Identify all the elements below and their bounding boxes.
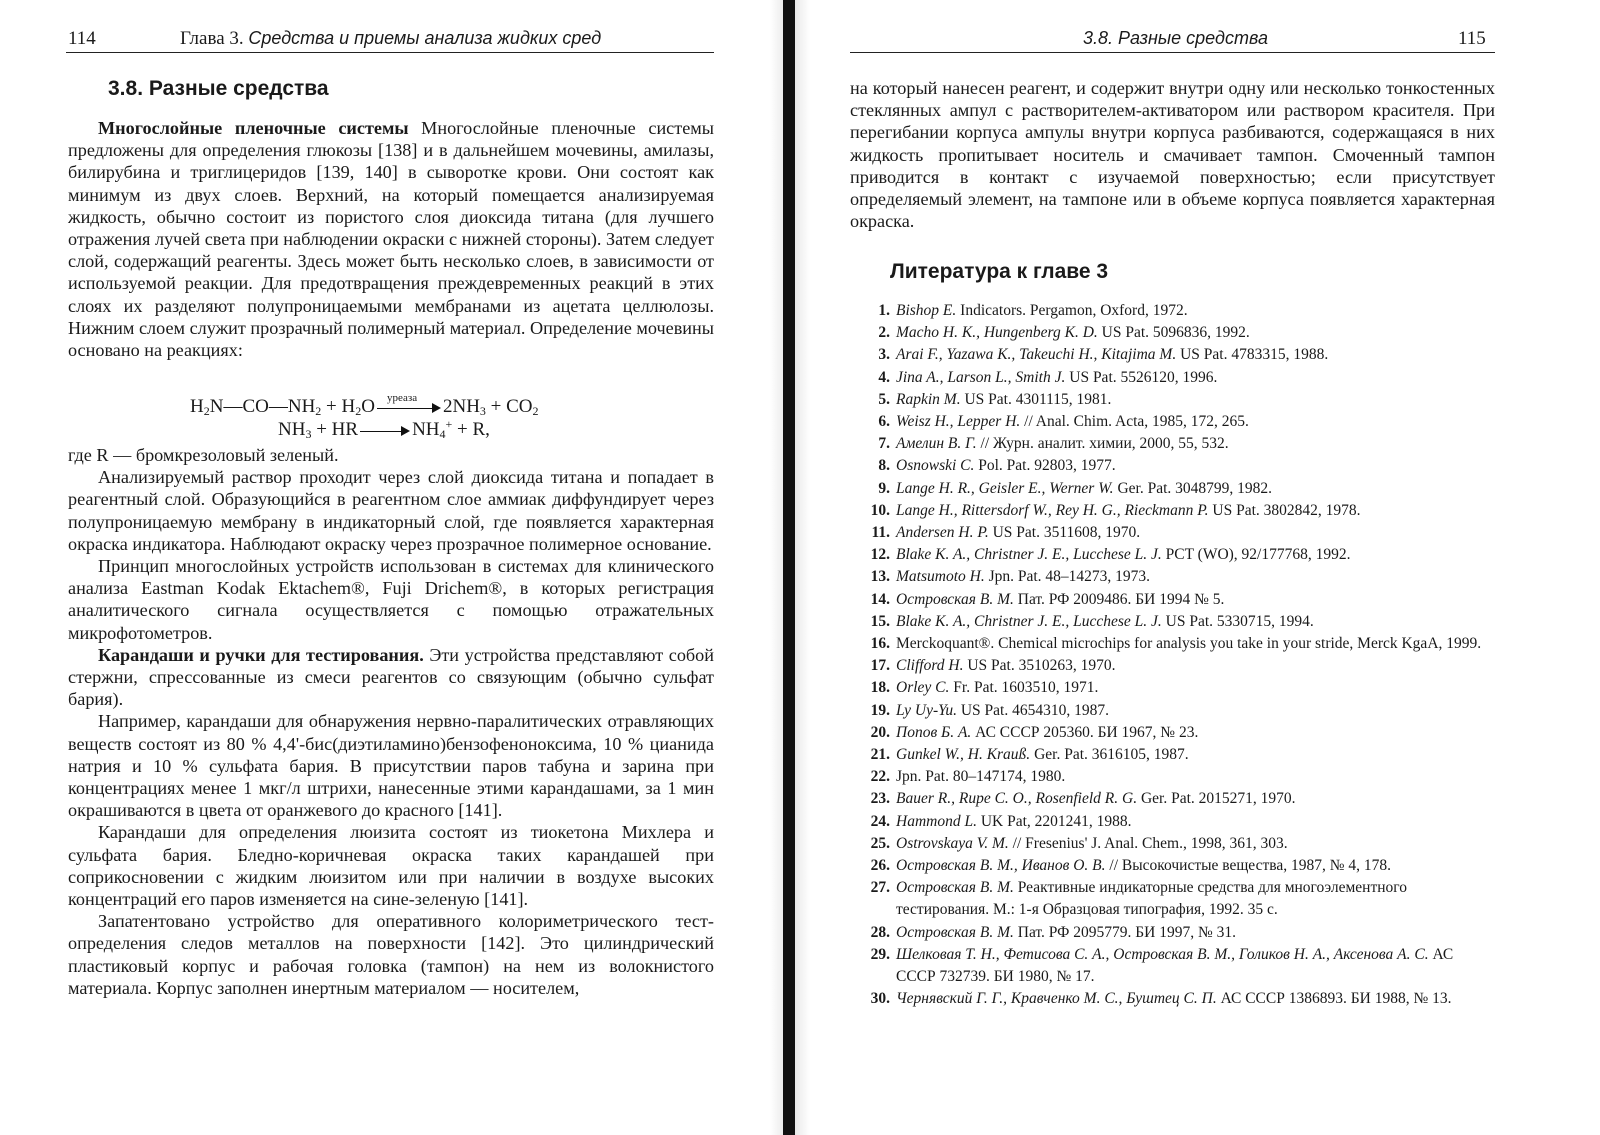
reference-source: US Pat. 5096836, 1992. — [1097, 324, 1250, 342]
reference-number: 10. — [870, 501, 890, 519]
reference-number: 13. — [870, 568, 890, 586]
reference-source: US Pat. 3802842, 1978. — [1208, 501, 1361, 519]
reference-authors: Lange H., Rittersdorf W., Rey H. G., Rieckmann P. — [896, 501, 1209, 519]
reference-source: Fr. Pat. 1603510, 1971. — [949, 679, 1099, 697]
reference-source: // Anal. Chim. Acta, 1985, 172, 265. — [1020, 413, 1249, 431]
paragraph-text: Эти устройства представляют собой стержни, спрессованные из смеси реагентов со связующим (обычно сульфат бария). — [68, 644, 715, 710]
reference-number: 4. — [878, 368, 890, 386]
reference-authors: Bishop E. — [896, 302, 957, 319]
reference-source: US Pat. 3511608, 1970. — [988, 524, 1141, 542]
reference-number: 29. — [870, 945, 890, 963]
reference-source: Indicators. Pergamon, Oxford, 1972. — [956, 302, 1188, 319]
reference-number: 24. — [870, 812, 890, 830]
reference-authors: Jina A., Larson L., Smith J. — [896, 368, 1066, 386]
reference-source: Реактивные индикаторные средства для многоэлементного тестирования. М.: 1-я Образцовая типография, 1992. 35 с. — [896, 879, 1407, 919]
reference-number: 25. — [870, 834, 890, 852]
reference-number: 15. — [870, 612, 890, 630]
reference-item — [850, 500, 1495, 522]
reference-text — [896, 322, 1495, 344]
reference-number: 1. — [878, 302, 890, 319]
reference-authors: Островская В. М. — [896, 923, 1014, 941]
right-page-number: 115 — [1458, 28, 1486, 49]
reference-source: Ger. Pat. 3616105, 1987. — [1030, 746, 1189, 764]
reference-source: US Pat. 4301115, 1981. — [960, 390, 1112, 408]
reference-authors: Andersen H. P. — [896, 524, 989, 542]
equation-2: $NH_3$ + HR $NH_4^+ + R$, — [278, 417, 490, 441]
right-column-top — [850, 77, 1495, 232]
reference-text — [896, 655, 1495, 677]
reference-source: Ger. Pat. 3048799, 1982. — [1113, 479, 1272, 497]
reference-text — [896, 677, 1495, 699]
reference-item — [850, 455, 1495, 477]
reference-item — [850, 544, 1495, 566]
reference-number: 26. — [870, 857, 890, 875]
reference-authors: Macho H. K., Hungenberg K. D. — [896, 324, 1098, 342]
reference-text — [896, 855, 1495, 877]
reference-number: 21. — [870, 746, 890, 764]
reference-number: 2. — [878, 324, 890, 342]
reference-item — [850, 833, 1495, 855]
reference-item — [850, 677, 1495, 699]
paragraph-principle: Принцип многослойных устройств использован в системах для клинического анализа Eastman Kodak Ektachem®, Fuji Drichem®, в которых регистрация аналитического сигнала осуществляется с помощью отражательных микрофотометров. — [68, 556, 714, 643]
left-running-header — [180, 28, 601, 50]
reference-number: 7. — [878, 435, 890, 453]
reference-item — [850, 766, 1495, 788]
reference-number: 12. — [870, 546, 890, 564]
reference-text — [896, 766, 1495, 788]
reference-source: АС СССР 732739. БИ 1980, № 17. — [896, 945, 1454, 986]
reference-number: 19. — [870, 701, 890, 719]
reference-item — [850, 877, 1495, 921]
reference-text — [896, 455, 1495, 477]
reference-item — [850, 988, 1495, 1010]
reference-authors: Blake K. A., Christner J. E., Lucchese L. J. — [896, 612, 1162, 630]
reference-text — [896, 478, 1495, 500]
reference-item — [850, 300, 1495, 322]
reference-item — [850, 944, 1495, 988]
reference-number: 30. — [870, 990, 890, 1008]
reference-authors: Rapkin M. — [896, 390, 961, 408]
reference-text — [896, 566, 1495, 588]
book-gutter — [783, 0, 795, 1135]
header-chapter: Глава 3. — [180, 28, 244, 49]
header-section-title: 3.8. Разные средства — [1083, 28, 1268, 48]
reference-text — [896, 788, 1495, 810]
reference-text — [896, 922, 1495, 944]
reference-source: US Pat. 5526120, 1996. — [1065, 368, 1218, 386]
left-page-number: 114 — [68, 28, 96, 49]
reference-authors: Blake K. A., Christner J. E., Lucchese L. J. — [896, 546, 1162, 564]
reference-source: PCT (WO), 92/177768, 1992. — [1161, 546, 1351, 564]
reference-item — [850, 811, 1495, 833]
reference-item — [850, 322, 1495, 344]
reference-text — [896, 300, 1495, 322]
reference-text — [896, 877, 1495, 921]
reaction-arrow — [360, 425, 410, 437]
reference-source: Jpn. Pat. 80–147174, 1980. — [896, 768, 1066, 786]
reference-text — [896, 700, 1495, 722]
reference-text — [896, 744, 1495, 766]
left-column-bottom — [68, 444, 714, 999]
reference-authors: Bauer R., Rupe C. O., Rosenfield R. G. — [896, 790, 1138, 808]
reference-text — [896, 500, 1495, 522]
reference-source: Пат. РФ 2095779. БИ 1997, № 31. — [1013, 923, 1237, 941]
term-pencils: Карандаши и ручки для тестирования. — [98, 644, 424, 665]
equation-note: где R — бромкрезоловый зеленый. — [68, 445, 339, 465]
reference-text — [896, 367, 1495, 389]
reference-item — [850, 522, 1495, 544]
reference-item — [850, 633, 1495, 655]
header-chapter-title: Средства и приемы анализа жидких сред — [248, 28, 602, 48]
reference-item — [850, 700, 1495, 722]
reference-authors: Островская В. М., Иванов О. В. — [896, 857, 1106, 875]
reference-source: Пат. РФ 2009486. БИ 1994 № 5. — [1013, 590, 1225, 608]
reference-number: 28. — [870, 923, 890, 941]
reference-authors: Островская В. М. — [896, 879, 1014, 897]
paragraph-lewisite: Карандаши для определения люизита состоят из тиокетона Михлера и сульфата бария. Бледно-коричневая окраска таких карандашей при соприкосновении с жидким люизитом или при наличии в воздухе высоких концентраций его паров изменяется на сине-зеленую [141]. — [68, 822, 714, 910]
right-header-rule — [850, 52, 1495, 53]
reference-source: US Pat. 3510263, 1970. — [963, 657, 1116, 675]
reference-number: 8. — [878, 457, 890, 475]
reference-number: 22. — [870, 768, 890, 786]
reference-text — [896, 411, 1495, 433]
reference-text — [896, 833, 1495, 855]
paragraph-pencils — [68, 644, 714, 711]
reference-item — [850, 855, 1495, 877]
reference-item — [850, 611, 1495, 633]
reference-source: // Fresenius' J. Anal. Chem., 1998, 361, 303. — [1008, 834, 1288, 852]
reference-number: 14. — [870, 590, 890, 608]
reference-item — [850, 433, 1495, 455]
enzyme-label: уреаза — [386, 391, 418, 404]
paragraph-nerve-agents: Например, карандаши для обнаружения нервно-паралитических отравляющих веществ состоят из 80 % 4,4'-бис(диэтиламино)бензофеноноксима, 10 % цианида натрия и 10 % сульфата бария. В присутствии паров табуна и зарина при концентрациях менее 1 мкг/л штрихи, нанесенные этими карандашами, за 1 мин окрашиваются в цвета от оранжевого до красного [141]. — [68, 711, 714, 821]
reference-text — [896, 811, 1495, 833]
reference-authors: Osnowski C. — [896, 457, 975, 475]
reference-authors: Ly Uy-Yu. — [896, 701, 957, 719]
reference-authors: Hammond L. — [896, 812, 977, 830]
reference-authors: Clifford H. — [896, 657, 964, 675]
paragraph-text: Многослойные пленочные системы предложены для определения глюкозы [138] и в дальнейшем мочевины, амилазы, билирубина и триглицеридов [139, 140] в сыворотке крови. Они состоят как минимум из двух слоев. Верхний, на который помещается анализируемая жидкость, обычно состоит из пористого слоя диоксида титана (для лучшего отражения лучей света при наблюдении окраски с нижней стороны). Затем следует слой, содержащий реагенты. Здесь может быть несколько слоев, в зависимости от используемой реакции. Для предотвращения преждевременных реакций в этих слоях их разделяют полупроницаемыми мембранами из ацетата целлюлозы. Нижним слоем служит прозрачный полимерный материал. Определение мочевины основано на реакциях: — [68, 118, 714, 361]
reference-number: 18. — [870, 679, 890, 697]
reference-item — [850, 589, 1495, 611]
reference-number: 20. — [870, 723, 890, 741]
reference-source: // Высокочистые вещества, 1987, № 4, 178. — [1105, 857, 1392, 875]
right-running-header — [1083, 28, 1268, 50]
reference-source: UK Pat, 2201241, 1988. — [976, 812, 1132, 830]
reference-authors: Arai F., Yazawa K., Takeuchi H., Kitajima M. — [896, 346, 1177, 364]
reference-authors: Ostrovskaya V. M. — [896, 834, 1009, 852]
reference-text — [896, 589, 1495, 611]
reference-authors: Gunkel W., H. Krauß. — [896, 746, 1031, 764]
reference-source: Merckoquant®. Chemical microchips for analysis you take in your stride, Merck KgaA, 1999. — [896, 635, 1482, 653]
reference-number: 27. — [870, 879, 890, 897]
reference-text — [896, 433, 1495, 455]
reference-item — [850, 411, 1495, 433]
reference-item — [850, 344, 1495, 366]
reference-item — [850, 478, 1495, 500]
reference-item — [850, 367, 1495, 389]
reference-item — [850, 566, 1495, 588]
reference-authors: Matsumoto H. — [896, 568, 985, 586]
reference-source: Pol. Pat. 92803, 1977. — [974, 457, 1116, 475]
reference-authors: Попов Б. А. — [896, 723, 972, 741]
paragraph-patent-device: Запатентовано устройство для оперативного колориметрического тест-определения следов металлов на поверхности [142]. Это цилиндрический пластиковый корпус и рабочая головка (тампон) на нем из волокнистого материала. Корпус заполнен инертным материалом — носителем, — [68, 911, 714, 998]
reference-text — [896, 544, 1495, 566]
reference-authors: Weisz H., Lepper H. — [896, 413, 1021, 431]
reference-number: 5. — [878, 390, 890, 408]
reference-source: АС СССР 205360. БИ 1967, № 23. — [971, 723, 1199, 741]
reference-text — [896, 988, 1495, 1010]
paragraph-reagent-layer: Анализируемый раствор проходит через слой диоксида титана и попадает в реагентный слой. Образующийся в реагентном слое аммиак диффундирует через полупроницаемую мембрану в индикаторный слой, где появляется характерная окраска индикатора. Наблюдают окраску через прозрачное полимерное основание. — [68, 467, 714, 554]
reference-text — [896, 722, 1495, 744]
reaction-arrow — [377, 391, 441, 414]
reference-number: 6. — [878, 413, 890, 431]
reference-authors: Orley C. — [896, 679, 950, 697]
reference-number: 17. — [870, 657, 890, 675]
reference-source: US Pat. 5330715, 1994. — [1161, 612, 1314, 630]
reference-source: Jpn. Pat. 48–14273, 1973. — [984, 568, 1151, 586]
reference-authors: Амелин В. Г. — [896, 435, 977, 453]
reference-number: 16. — [870, 635, 890, 653]
reference-item — [850, 788, 1495, 810]
paragraph-continuation: на который нанесен реагент, и содержит внутри одну или несколько тонкостенных стеклянных ампул с растворителем-активатором или раствором красителя. При перегибании корпуса ампулы внутри корпуса разбиваются, содержащаяся в них жидкость пропитывает носитель и смачивает тампон. Смоченный тампон приводится в контакт с изучаемой поверхностью; если присутствует определяемый элемент, на тампоне или в объеме корпуса появляется характерная окраска. — [850, 78, 1495, 232]
reference-authors: Островская В. М. — [896, 590, 1014, 608]
reference-item — [850, 389, 1495, 411]
reference-authors: Lange H. R., Geisler E., Werner W. — [896, 479, 1114, 497]
reference-item — [850, 655, 1495, 677]
reference-source: // Журн. аналит. химии, 2000, 55, 532. — [976, 435, 1229, 453]
reference-item — [850, 922, 1495, 944]
reference-text — [896, 344, 1495, 366]
reference-source: US Pat. 4783315, 1988. — [1176, 346, 1329, 364]
reference-text — [896, 522, 1495, 544]
reference-text — [896, 944, 1495, 988]
paragraph-multilayer — [68, 117, 714, 361]
reference-text — [896, 389, 1495, 411]
reference-item — [850, 744, 1495, 766]
reference-number: 23. — [870, 790, 890, 808]
reference-item — [850, 722, 1495, 744]
reference-text — [896, 611, 1495, 633]
reference-source: АС СССР 1386893. БИ 1988, № 13. — [1216, 990, 1452, 1008]
reference-text — [896, 633, 1495, 655]
reference-authors: Чернявский Г. Г., Кравченко М. С., Буштец С. П. — [896, 990, 1217, 1008]
left-column-top — [68, 117, 714, 361]
references-title: Литература к главе 3 — [890, 260, 1109, 283]
reference-number: 9. — [878, 479, 890, 497]
section-title: 3.8. Разные средства — [108, 77, 329, 100]
reference-authors: Шелковая Т. Н., Фетисова С. А., Островская В. М., Голиков Н. А., Аксенова А. С. — [896, 945, 1429, 963]
term-multilayer: Многослойные пленочные системы — [98, 118, 409, 138]
equation-1: $H_2N—CO—NH_2 + H_2O$ уреаза $2NH_3 + CO_2$ — [190, 391, 539, 418]
left-header-rule — [66, 52, 714, 53]
reference-source: Ger. Pat. 2015271, 1970. — [1137, 790, 1296, 808]
reference-list — [850, 300, 1495, 1011]
reference-number: 3. — [878, 346, 890, 364]
reference-number: 11. — [871, 524, 890, 542]
reference-source: US Pat. 4654310, 1987. — [956, 701, 1109, 719]
